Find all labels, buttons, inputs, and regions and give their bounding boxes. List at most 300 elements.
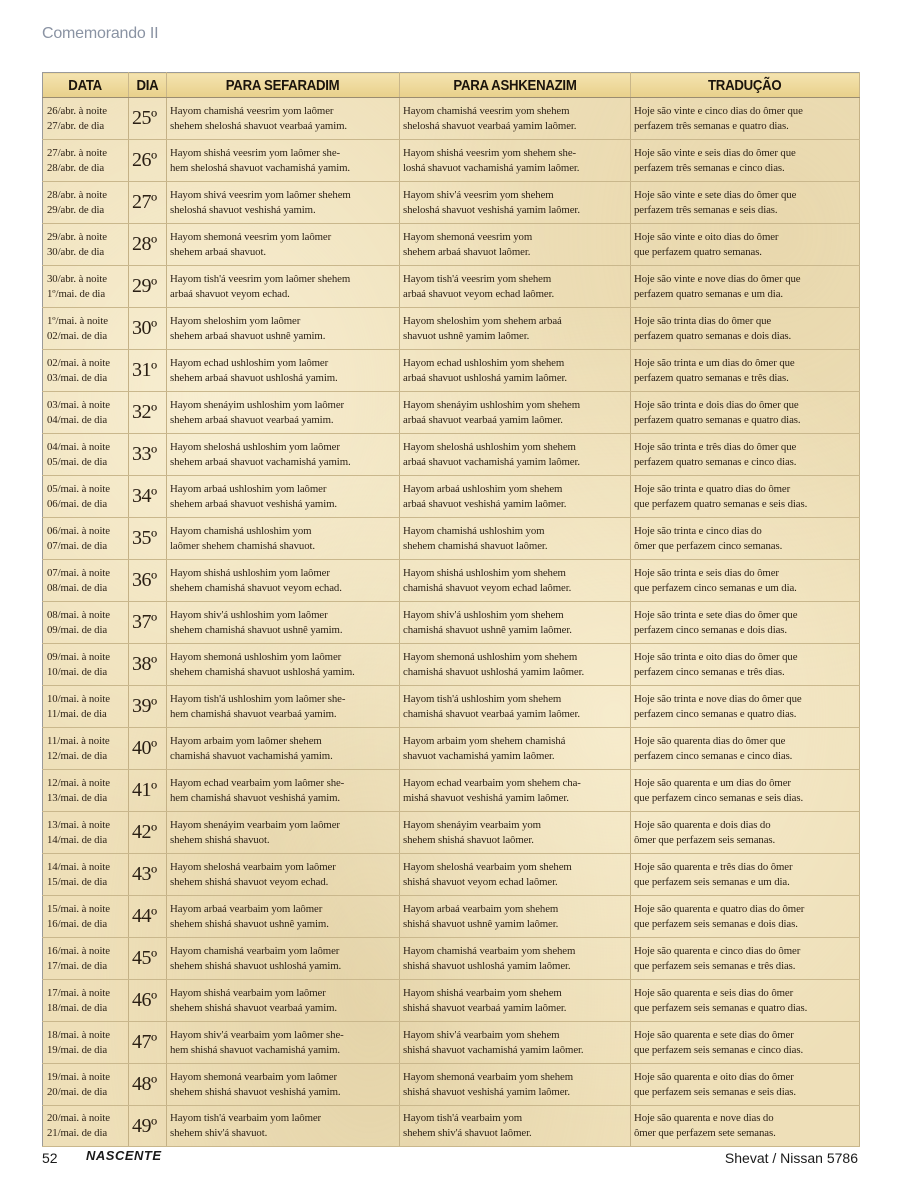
cell-traducao — [631, 518, 860, 560]
cell-traducao — [631, 938, 860, 980]
cell-line: 10/mai. à noite — [47, 692, 110, 705]
cell-line: Hayom echad ushloshim yom shehem — [403, 356, 565, 369]
cell-line: 03/mai. de dia — [47, 371, 108, 384]
cell-line: perfazem quatro semanas e um dia. — [634, 287, 783, 300]
cell-ashkenazim — [400, 896, 631, 938]
column-header-traducao — [631, 73, 860, 98]
cell-line: Hayom shishá veesrim yom laômer she- — [170, 146, 341, 159]
cell-line: Hayom tish'á ushloshim yom shehem — [403, 692, 562, 705]
cell-traducao — [631, 392, 860, 434]
cell-day: 28º — [129, 224, 167, 266]
cell-line: Hayom shiv'á veesrim yom shehem — [403, 188, 554, 201]
cell-day: 32º — [129, 392, 167, 434]
cell-line: perfazem cinco semanas e cinco dias. — [634, 749, 793, 762]
cell-line: shishá shavuot veshishá yamim laômer. — [403, 1085, 570, 1098]
cell-line: Hayom shemoná vearbaim yom shehem — [403, 1070, 574, 1083]
cell-line: Hoje são vinte e nove dias do ômer que — [634, 272, 801, 285]
cell-line: 04/mai. à noite — [47, 440, 110, 453]
cell-sefaradim — [167, 140, 400, 182]
cell-line: Hayom tish'á veesrim yom laômer shehem — [170, 272, 351, 285]
cell-traducao — [631, 770, 860, 812]
omer-count-table — [42, 72, 860, 1147]
column-header-label: DIA — [136, 76, 159, 94]
table-row — [43, 98, 860, 140]
cell-date — [43, 1022, 129, 1064]
cell-line: 11/mai. de dia — [47, 707, 107, 720]
cell-day: 25º — [129, 98, 167, 140]
cell-line: Hayom arbaá ushloshim yom shehem — [403, 482, 563, 495]
cell-line: Hoje são quarenta e um dias do ômer — [634, 776, 791, 789]
cell-sefaradim — [167, 308, 400, 350]
cell-ashkenazim — [400, 1064, 631, 1106]
cell-line: Hayom shemoná ushloshim yom shehem — [403, 650, 578, 663]
cell-line: Hayom shiv'á ushloshim yom shehem — [403, 608, 564, 621]
cell-line: shehem shiv'á shavuot. — [170, 1127, 268, 1139]
cell-ashkenazim — [400, 350, 631, 392]
cell-ashkenazim — [400, 812, 631, 854]
cell-sefaradim — [167, 686, 400, 728]
cell-date — [43, 98, 129, 140]
table-row — [43, 392, 860, 434]
cell-line: loshá shavuot vachamishá yamim laômer. — [403, 161, 580, 174]
cell-line: Hayom shenáyim ushloshim yom shehem — [403, 398, 581, 411]
cell-line: shavuot vachamishá yamim laômer. — [403, 749, 555, 762]
table-row — [43, 560, 860, 602]
cell-line: Hayom chamishá vearbaim yom shehem — [403, 944, 576, 957]
cell-line: shehem arbaá shavuot ushnê yamim. — [170, 329, 326, 342]
table-row — [43, 224, 860, 266]
cell-line: Hoje são trinta e quatro dias do ômer — [634, 482, 791, 495]
cell-day: 26º — [129, 140, 167, 182]
cell-date — [43, 644, 129, 686]
page-number: 52 — [42, 1150, 58, 1166]
cell-line: Hayom sheloshá ushloshim yom shehem — [403, 440, 576, 453]
cell-line: arbaá shavuot veshishá yamim laômer. — [403, 497, 567, 510]
cell-day: 43º — [129, 854, 167, 896]
cell-sefaradim — [167, 854, 400, 896]
cell-line: sheloshá shavuot veshishá yamim. — [170, 203, 316, 216]
cell-traducao — [631, 266, 860, 308]
cell-line: 08/mai. de dia — [47, 581, 108, 594]
cell-ashkenazim — [400, 1106, 631, 1147]
cell-line: 20/mai. de dia — [47, 1085, 108, 1098]
cell-day: 35º — [129, 518, 167, 560]
cell-day: 29º — [129, 266, 167, 308]
cell-date — [43, 392, 129, 434]
cell-day: 48º — [129, 1064, 167, 1106]
cell-day: 33º — [129, 434, 167, 476]
cell-line: Hoje são trinta e oito dias do ômer que — [634, 650, 798, 663]
column-header-ashkenazim — [400, 73, 631, 98]
cell-line: Hayom sheloshá vearbaim yom laômer — [170, 860, 336, 873]
cell-line: Hayom echad vearbaim yom laômer she- — [170, 776, 345, 789]
cell-traducao — [631, 728, 860, 770]
cell-line: Hoje são trinta e seis dias do ômer — [634, 566, 779, 579]
table-row — [43, 266, 860, 308]
cell-ashkenazim — [400, 518, 631, 560]
cell-line: chamishá shavuot vearbaá yamim laômer. — [403, 707, 580, 720]
cell-line: ômer que perfazem sete semanas. — [634, 1127, 776, 1139]
cell-line: chamishá shavuot ushnê yamim laômer. — [403, 623, 572, 636]
cell-line: shehem chamishá shavuot ushnê yamim. — [170, 623, 343, 636]
cell-ashkenazim — [400, 1022, 631, 1064]
cell-date — [43, 1106, 129, 1147]
cell-ashkenazim — [400, 938, 631, 980]
cell-day: 46º — [129, 980, 167, 1022]
cell-date — [43, 686, 129, 728]
cell-line: Hayom shishá vearbaim yom laômer — [170, 986, 326, 999]
cell-line: 02/mai. de dia — [47, 329, 108, 342]
cell-line: Hayom sheloshim yom shehem arbaá — [403, 314, 562, 327]
cell-line: shishá shavuot ushloshá yamim laômer. — [403, 959, 571, 972]
cell-sefaradim — [167, 350, 400, 392]
cell-line: shehem arbaá shavuot veshishá yamim. — [170, 497, 338, 510]
cell-traducao — [631, 308, 860, 350]
cell-line: sheloshá shavuot vearbaá yamim laômer. — [403, 119, 577, 132]
column-header-label: PARA SEFARADIM — [226, 76, 340, 94]
cell-line: 15/mai. à noite — [47, 902, 110, 915]
cell-line: Hoje são trinta e um dias do ômer que — [634, 356, 795, 369]
cell-line: 30/abr. à noite — [47, 272, 107, 285]
cell-line: Hayom sheloshim yom laômer — [170, 314, 301, 327]
cell-date — [43, 980, 129, 1022]
cell-ashkenazim — [400, 434, 631, 476]
cell-line: shehem arbaá shavuot laômer. — [403, 245, 531, 258]
cell-line: 14/mai. à noite — [47, 860, 110, 873]
cell-sefaradim — [167, 98, 400, 140]
column-header-dia — [129, 73, 167, 98]
table-row — [43, 854, 860, 896]
cell-line: 15/mai. de dia — [47, 875, 108, 888]
cell-day: 39º — [129, 686, 167, 728]
column-header-label: TRADUÇÃO — [708, 76, 782, 94]
column-header-sefaradim — [167, 73, 400, 98]
cell-day: 49º — [129, 1106, 167, 1147]
cell-line: 09/mai. de dia — [47, 623, 108, 636]
cell-sefaradim — [167, 266, 400, 308]
cell-line: perfazem três semanas e seis dias. — [634, 203, 778, 216]
cell-line: shehem shishá shavuot veyom echad. — [170, 875, 329, 888]
cell-line: Hoje são trinta e dois dias do ômer que — [634, 398, 799, 411]
cell-line: 27/abr. à noite — [47, 146, 107, 159]
table-row — [43, 350, 860, 392]
cell-line: Hayom shishá veesrim yom shehem she- — [403, 146, 577, 159]
cell-line: 30/abr. de dia — [47, 245, 105, 258]
cell-line: Hayom shiv'á vearbaim yom shehem — [403, 1028, 560, 1041]
cell-line: Hayom arbaá vearbaim yom laômer — [170, 902, 323, 915]
cell-line: Hayom shemoná veesrim yom — [403, 230, 533, 243]
table-row — [43, 812, 860, 854]
cell-line: Hoje são quarenta e seis dias do ômer — [634, 986, 794, 999]
cell-line: shehem shishá shavuot. — [170, 833, 270, 846]
cell-line: que perfazem seis semanas e cinco dias. — [634, 1043, 804, 1056]
cell-line: 14/mai. de dia — [47, 833, 108, 846]
cell-line: shehem arbaá shavuot vachamishá yamim. — [170, 455, 351, 468]
cell-line: perfazem quatro semanas e dois dias. — [634, 329, 792, 342]
cell-line: shishá shavuot vearbaá yamim laômer. — [403, 1001, 567, 1014]
cell-line: que perfazem seis semanas e dois dias. — [634, 917, 798, 930]
cell-date — [43, 182, 129, 224]
cell-line: 27/abr. de dia — [47, 119, 105, 132]
cell-line: laômer shehem chamishá shavuot. — [170, 539, 316, 552]
cell-line: 29/abr. de dia — [47, 203, 105, 216]
cell-sefaradim — [167, 182, 400, 224]
cell-line: 18/mai. à noite — [47, 1028, 110, 1041]
cell-line: shehem chamishá shavuot ushloshá yamim. — [170, 665, 355, 678]
cell-ashkenazim — [400, 560, 631, 602]
cell-ashkenazim — [400, 728, 631, 770]
cell-line: 03/mai. à noite — [47, 398, 110, 411]
cell-date — [43, 602, 129, 644]
cell-line: Hoje são vinte e seis dias do ômer que — [634, 146, 796, 159]
cell-date — [43, 224, 129, 266]
cell-line: arbaá shavuot veyom echad laômer. — [403, 287, 555, 300]
cell-line: 19/mai. à noite — [47, 1070, 110, 1083]
table-row — [43, 686, 860, 728]
cell-line: 13/mai. de dia — [47, 791, 108, 804]
column-header-label: DATA — [68, 76, 103, 94]
cell-line: 02/mai. à noite — [47, 356, 110, 369]
cell-line: ômer que perfazem seis semanas. — [634, 833, 776, 846]
cell-day: 45º — [129, 938, 167, 980]
cell-line: Hoje são quarenta e três dias do ômer — [634, 860, 793, 873]
cell-ashkenazim — [400, 392, 631, 434]
cell-line: perfazem cinco semanas e três dias. — [634, 665, 785, 678]
cell-date — [43, 896, 129, 938]
cell-sefaradim — [167, 1106, 400, 1147]
cell-line: Hayom shiv'á vearbaim yom laômer she- — [170, 1028, 344, 1041]
cell-traducao — [631, 812, 860, 854]
cell-sefaradim — [167, 1022, 400, 1064]
cell-day: 36º — [129, 560, 167, 602]
cell-sefaradim — [167, 224, 400, 266]
cell-ashkenazim — [400, 980, 631, 1022]
cell-ashkenazim — [400, 854, 631, 896]
cell-line: Hayom shishá vearbaim yom shehem — [403, 986, 562, 999]
cell-line: 09/mai. à noite — [47, 650, 110, 663]
table-row — [43, 644, 860, 686]
cell-ashkenazim — [400, 686, 631, 728]
cell-line: Hayom arbaá ushloshim yom laômer — [170, 482, 327, 495]
cell-line: que perfazem seis semanas e quatro dias. — [634, 1001, 808, 1014]
cell-line: Hayom arbaim yom shehem chamishá — [403, 734, 566, 747]
running-header-title: Comemorando II — [42, 25, 159, 42]
table-row — [43, 308, 860, 350]
cell-line: que perfazem seis semanas e um dia. — [634, 875, 790, 888]
table-row — [43, 728, 860, 770]
table-row — [43, 1064, 860, 1106]
cell-traducao — [631, 1106, 860, 1147]
cell-date — [43, 476, 129, 518]
cell-line: Hayom chamishá ushloshim yom — [403, 524, 545, 537]
cell-date — [43, 1064, 129, 1106]
cell-line: 29/abr. à noite — [47, 230, 107, 243]
cell-line: shehem arbaá shavuot vearbaá yamim. — [170, 413, 334, 426]
cell-line: que perfazem cinco semanas e um dia. — [634, 581, 797, 594]
cell-date — [43, 560, 129, 602]
cell-traducao — [631, 434, 860, 476]
edition-label: Shevat / Nissan 5786 — [724, 1150, 858, 1166]
cell-line: Hoje são trinta e sete dias do ômer que — [634, 608, 798, 621]
column-header-data — [43, 73, 129, 98]
cell-line: 21/mai. de dia — [47, 1127, 108, 1139]
cell-line: Hayom chamishá ushloshim yom — [170, 524, 312, 537]
cell-line: Hoje são vinte e sete dias do ômer que — [634, 188, 797, 201]
cell-ashkenazim — [400, 770, 631, 812]
cell-traducao — [631, 560, 860, 602]
cell-line: Hoje são trinta e nove dias do ômer que — [634, 692, 802, 705]
table-row — [43, 1106, 860, 1147]
cell-line: que perfazem quatro semanas. — [634, 245, 762, 258]
cell-sefaradim — [167, 392, 400, 434]
cell-traducao — [631, 350, 860, 392]
cell-line: ômer que perfazem cinco semanas. — [634, 539, 783, 552]
cell-date — [43, 812, 129, 854]
cell-sefaradim — [167, 812, 400, 854]
cell-line: Hoje são vinte e oito dias do ômer — [634, 230, 779, 243]
table-row — [43, 434, 860, 476]
cell-line: Hoje são quarenta e dois dias do — [634, 818, 771, 831]
cell-line: perfazem cinco semanas e dois dias. — [634, 623, 787, 636]
cell-line: 20/mai. à noite — [47, 1112, 110, 1124]
cell-sefaradim — [167, 476, 400, 518]
cell-day: 27º — [129, 182, 167, 224]
table-row — [43, 182, 860, 224]
cell-line: 07/mai. à noite — [47, 566, 110, 579]
cell-line: hem chamishá shavuot vearbaá yamim. — [170, 707, 337, 720]
cell-line: perfazem cinco semanas e quatro dias. — [634, 707, 797, 720]
cell-line: 05/mai. de dia — [47, 455, 108, 468]
cell-line: 26/abr. à noite — [47, 104, 107, 117]
table-row — [43, 140, 860, 182]
cell-line: que perfazem seis semanas e três dias. — [634, 959, 796, 972]
cell-line: mishá shavuot veshishá yamim laômer. — [403, 791, 569, 804]
cell-line: Hoje são vinte e cinco dias do ômer que — [634, 104, 803, 117]
cell-line: 10/mai. de dia — [47, 665, 108, 678]
cell-line: Hayom shemoná vearbaim yom laômer — [170, 1070, 337, 1083]
cell-line: Hayom chamishá veesrim yom shehem — [403, 104, 570, 117]
cell-line: Hoje são quarenta e oito dias do ômer — [634, 1070, 794, 1083]
cell-line: perfazem três semanas e cinco dias. — [634, 161, 785, 174]
logo-wordmark: NASCENTE — [86, 1148, 162, 1163]
cell-line: 28/abr. à noite — [47, 188, 107, 201]
cell-date — [43, 350, 129, 392]
cell-line: 06/mai. de dia — [47, 497, 108, 510]
cell-traducao — [631, 980, 860, 1022]
cell-traducao — [631, 686, 860, 728]
cell-line: hem shishá shavuot vachamishá yamim. — [170, 1043, 341, 1056]
cell-sefaradim — [167, 1064, 400, 1106]
cell-line: perfazem quatro semanas e três dias. — [634, 371, 789, 384]
cell-line: shishá shavuot veyom echad laômer. — [403, 875, 558, 888]
cell-day: 34º — [129, 476, 167, 518]
cell-date — [43, 434, 129, 476]
cell-sefaradim — [167, 602, 400, 644]
table-row — [43, 476, 860, 518]
cell-line: shehem shishá shavuot laômer. — [403, 833, 534, 846]
magazine-logo — [86, 1148, 162, 1163]
cell-date — [43, 266, 129, 308]
cell-line: 07/mai. de dia — [47, 539, 108, 552]
cell-line: chamishá shavuot veyom echad laômer. — [403, 581, 572, 594]
cell-date — [43, 770, 129, 812]
cell-line: Hoje são trinta e cinco dias do — [634, 524, 762, 537]
cell-line: shehem shishá shavuot ushloshá yamim. — [170, 959, 342, 972]
cell-sefaradim — [167, 728, 400, 770]
cell-line: Hayom arbaá vearbaim yom shehem — [403, 902, 559, 915]
cell-sefaradim — [167, 644, 400, 686]
cell-line: Hayom arbaim yom laômer shehem — [170, 734, 322, 747]
cell-ashkenazim — [400, 308, 631, 350]
cell-line: 17/mai. à noite — [47, 986, 110, 999]
cell-line: Hoje são quarenta e quatro dias do ômer — [634, 902, 805, 915]
cell-ashkenazim — [400, 98, 631, 140]
cell-sefaradim — [167, 434, 400, 476]
cell-day: 38º — [129, 644, 167, 686]
table-body — [43, 98, 860, 1147]
cell-line: Hayom tish'á ushloshim yom laômer she- — [170, 692, 346, 705]
cell-day: 44º — [129, 896, 167, 938]
cell-line: Hayom shemoná ushloshim yom laômer — [170, 650, 342, 663]
cell-traducao — [631, 476, 860, 518]
cell-day: 41º — [129, 770, 167, 812]
cell-line: shehem chamishá shavuot laômer. — [403, 539, 548, 552]
cell-line: sheloshá shavuot veshishá yamim laômer. — [403, 203, 580, 216]
cell-day: 40º — [129, 728, 167, 770]
cell-line: Hayom shemoná veesrim yom laômer — [170, 230, 332, 243]
cell-day: 47º — [129, 1022, 167, 1064]
cell-line: Hayom tish'á veesrim yom shehem — [403, 272, 552, 285]
cell-line: Hoje são quarenta e cinco dias do ômer — [634, 944, 801, 957]
cell-line: chamishá shavuot vachamishá yamim. — [170, 749, 333, 762]
cell-traducao — [631, 224, 860, 266]
cell-ashkenazim — [400, 182, 631, 224]
table-row — [43, 1022, 860, 1064]
cell-line: hem sheloshá shavuot vachamishá yamim. — [170, 161, 351, 174]
cell-line: 04/mai. de dia — [47, 413, 108, 426]
cell-line: shehem shishá shavuot veshishá yamim. — [170, 1085, 341, 1098]
cell-day: 30º — [129, 308, 167, 350]
cell-line: perfazem quatro semanas e cinco dias. — [634, 455, 797, 468]
cell-line: Hayom echad ushloshim yom laômer — [170, 356, 329, 369]
cell-line: shehem chamishá shavuot veyom echad. — [170, 581, 342, 594]
cell-traducao — [631, 854, 860, 896]
cell-line: shehem shishá shavuot vearbaá yamim. — [170, 1001, 338, 1014]
cell-line: 13/mai. à noite — [47, 818, 110, 831]
cell-date — [43, 140, 129, 182]
cell-line: arbaá shavuot vearbaá yamim laômer. — [403, 413, 563, 426]
cell-line: hem chamishá shavuot veshishá yamim. — [170, 791, 341, 804]
cell-line: que perfazem cinco semanas e seis dias. — [634, 791, 804, 804]
cell-line: Hayom sheloshá ushloshim yom laômer — [170, 440, 340, 453]
cell-day: 42º — [129, 812, 167, 854]
cell-line: arbaá shavuot ushloshá yamim laômer. — [403, 371, 568, 384]
cell-ashkenazim — [400, 224, 631, 266]
cell-traducao — [631, 182, 860, 224]
cell-line: que perfazem seis semanas e seis dias. — [634, 1085, 796, 1098]
cell-ashkenazim — [400, 266, 631, 308]
cell-line: 11/mai. à noite — [47, 734, 110, 747]
cell-date — [43, 728, 129, 770]
table-row — [43, 980, 860, 1022]
cell-line: que perfazem quatro semanas e seis dias. — [634, 497, 808, 510]
cell-line: Hayom tish'á vearbaim yom — [403, 1112, 523, 1124]
cell-line: 05/mai. à noite — [47, 482, 110, 495]
cell-line: Hoje são quarenta e sete dias do ômer — [634, 1028, 794, 1041]
cell-traducao — [631, 98, 860, 140]
cell-line: Hayom shiv'á ushloshim yom laômer — [170, 608, 328, 621]
cell-line: Hayom shivá veesrim yom laômer shehem — [170, 188, 351, 201]
